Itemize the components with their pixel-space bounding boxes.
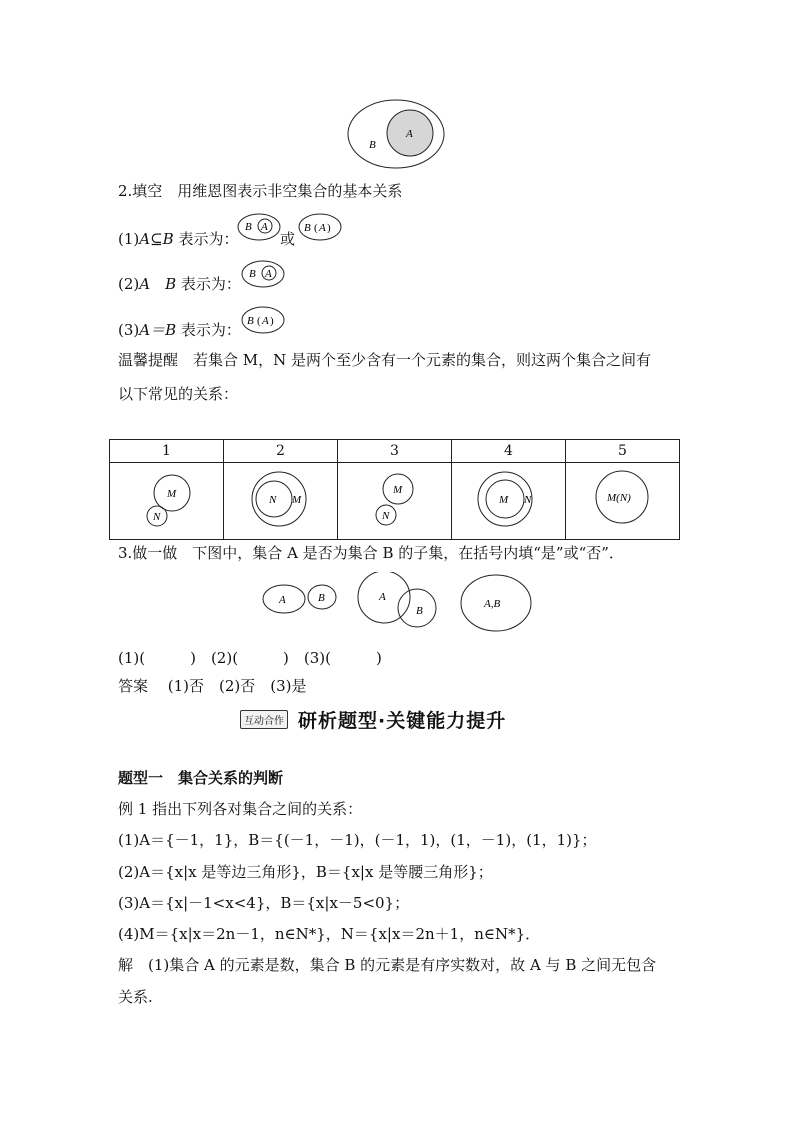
table-header-5: 5 bbox=[566, 440, 680, 463]
venn2-paren-close: ) bbox=[327, 222, 331, 234]
banner-badge: 互动合作 bbox=[240, 710, 288, 729]
fig1-a: A bbox=[279, 594, 286, 606]
table-header-2: 2 bbox=[224, 440, 338, 463]
fig1-b: B bbox=[318, 592, 325, 604]
section2-item1 bbox=[118, 229, 238, 249]
venn1-label-b: B bbox=[245, 221, 252, 233]
proper-subset-venn bbox=[240, 258, 286, 290]
table-cell-4 bbox=[452, 463, 566, 540]
tip-line1: 温馨提醒 若集合 M，N 是两个至少含有一个元素的集合，则这两个集合之间有 bbox=[118, 351, 652, 369]
banner-title: 研析题型·关键能力提升 bbox=[298, 710, 507, 732]
table-cell-3 bbox=[338, 463, 452, 540]
venn4-paren: ( bbox=[257, 315, 261, 327]
type1-example: 例 1 指出下列各对集合之间的关系： bbox=[118, 800, 363, 818]
item1-or: 或 bbox=[280, 230, 296, 248]
cell5-mn: M(N) bbox=[607, 492, 631, 504]
section3-blanks: (1)( ) (2)( ) (3)( ) bbox=[118, 649, 382, 667]
type1-sol1: 解 (1)集合 A 的元素是数，集合 B 的元素是有序实数对，故 A 与 B 之间无包含 bbox=[118, 956, 657, 974]
section2-item2 bbox=[118, 274, 241, 294]
outer-label: B bbox=[369, 139, 376, 151]
cell1-n: N bbox=[153, 511, 161, 523]
type1-q4: (4)M＝{x|x＝2n－1，n∈N*}，N＝{x|x＝2n＋1，n∈N*}． bbox=[118, 925, 541, 943]
venn2-paren: ( bbox=[314, 222, 318, 234]
section3-title: 3.做一做 下图中，集合 A 是否为集合 B 的子集，在括号内填“是”或“否”． bbox=[118, 544, 624, 562]
venn4-label-a: A bbox=[262, 315, 269, 327]
subset-venn-2 bbox=[297, 211, 343, 243]
section3-answer: 答案 (1)否 (2)否 (3)是 bbox=[118, 677, 307, 695]
type1-title: 题型一 集合关系的判断 bbox=[118, 769, 284, 787]
cell2-m: M bbox=[292, 494, 302, 506]
venn2-label-a: A bbox=[319, 222, 326, 234]
item1-expr: A⊆B bbox=[139, 230, 174, 248]
table-header-1: 1 bbox=[110, 440, 224, 463]
table-header-4: 4 bbox=[452, 440, 566, 463]
item3-prefix: (3) bbox=[118, 321, 140, 339]
equal-set-venn bbox=[240, 304, 286, 336]
fig3-ab: A,B bbox=[484, 598, 501, 610]
relations-table bbox=[109, 439, 680, 540]
item1-text: 表示为： bbox=[173, 230, 239, 248]
item3-text: 表示为： bbox=[176, 321, 241, 339]
item2-expr: A B bbox=[139, 275, 177, 293]
section-banner bbox=[240, 706, 506, 733]
venn2-label-b: B bbox=[304, 222, 311, 234]
top-venn-figure bbox=[345, 97, 447, 173]
table-cell-1 bbox=[110, 463, 224, 540]
venn3-label-b: B bbox=[249, 268, 256, 280]
venn3-label-a: A bbox=[265, 268, 272, 280]
fig2-a: A bbox=[379, 591, 386, 603]
table-cell-2 bbox=[224, 463, 338, 540]
item1-prefix: (1) bbox=[118, 230, 140, 248]
section3-figures bbox=[258, 572, 538, 636]
cell4-n: N bbox=[524, 494, 532, 506]
item2-prefix: (2) bbox=[118, 275, 140, 293]
type1-q3: (3)A＝{x|－1<x<4}，B＝{x|x－5<0}； bbox=[118, 894, 410, 912]
inner-label: A bbox=[406, 128, 413, 140]
fig2-b: B bbox=[416, 605, 423, 617]
venn1-label-a: A bbox=[261, 221, 268, 233]
cell1-m: M bbox=[167, 488, 177, 500]
type1-sol2: 关系. bbox=[118, 988, 153, 1006]
item3-expr: A＝B bbox=[139, 321, 177, 339]
section2-item3 bbox=[118, 320, 241, 340]
cell4-m: M bbox=[499, 494, 509, 506]
tip-line2: 以下常见的关系： bbox=[118, 385, 239, 403]
subset-venn-1 bbox=[236, 211, 282, 243]
table-cell-5 bbox=[566, 463, 680, 540]
type1-q1: (1)A＝{－1，1}，B＝{(－1，－1)，(－1，1)，(1，－1)，(1，1)}； bbox=[118, 831, 597, 849]
cell3-m: M bbox=[393, 484, 403, 496]
section2-title: 2.填空 用维恩图表示非空集合的基本关系 bbox=[118, 182, 403, 200]
item2-text: 表示为： bbox=[176, 275, 241, 293]
type1-q2: (2)A＝{x|x 是等边三角形}，B＝{x|x 是等腰三角形}； bbox=[118, 863, 493, 881]
table-header-3: 3 bbox=[338, 440, 452, 463]
venn4-paren-close: ) bbox=[270, 315, 274, 327]
venn4-label-b: B bbox=[247, 315, 254, 327]
cell2-n: N bbox=[269, 494, 277, 506]
cell3-n: N bbox=[382, 510, 390, 522]
